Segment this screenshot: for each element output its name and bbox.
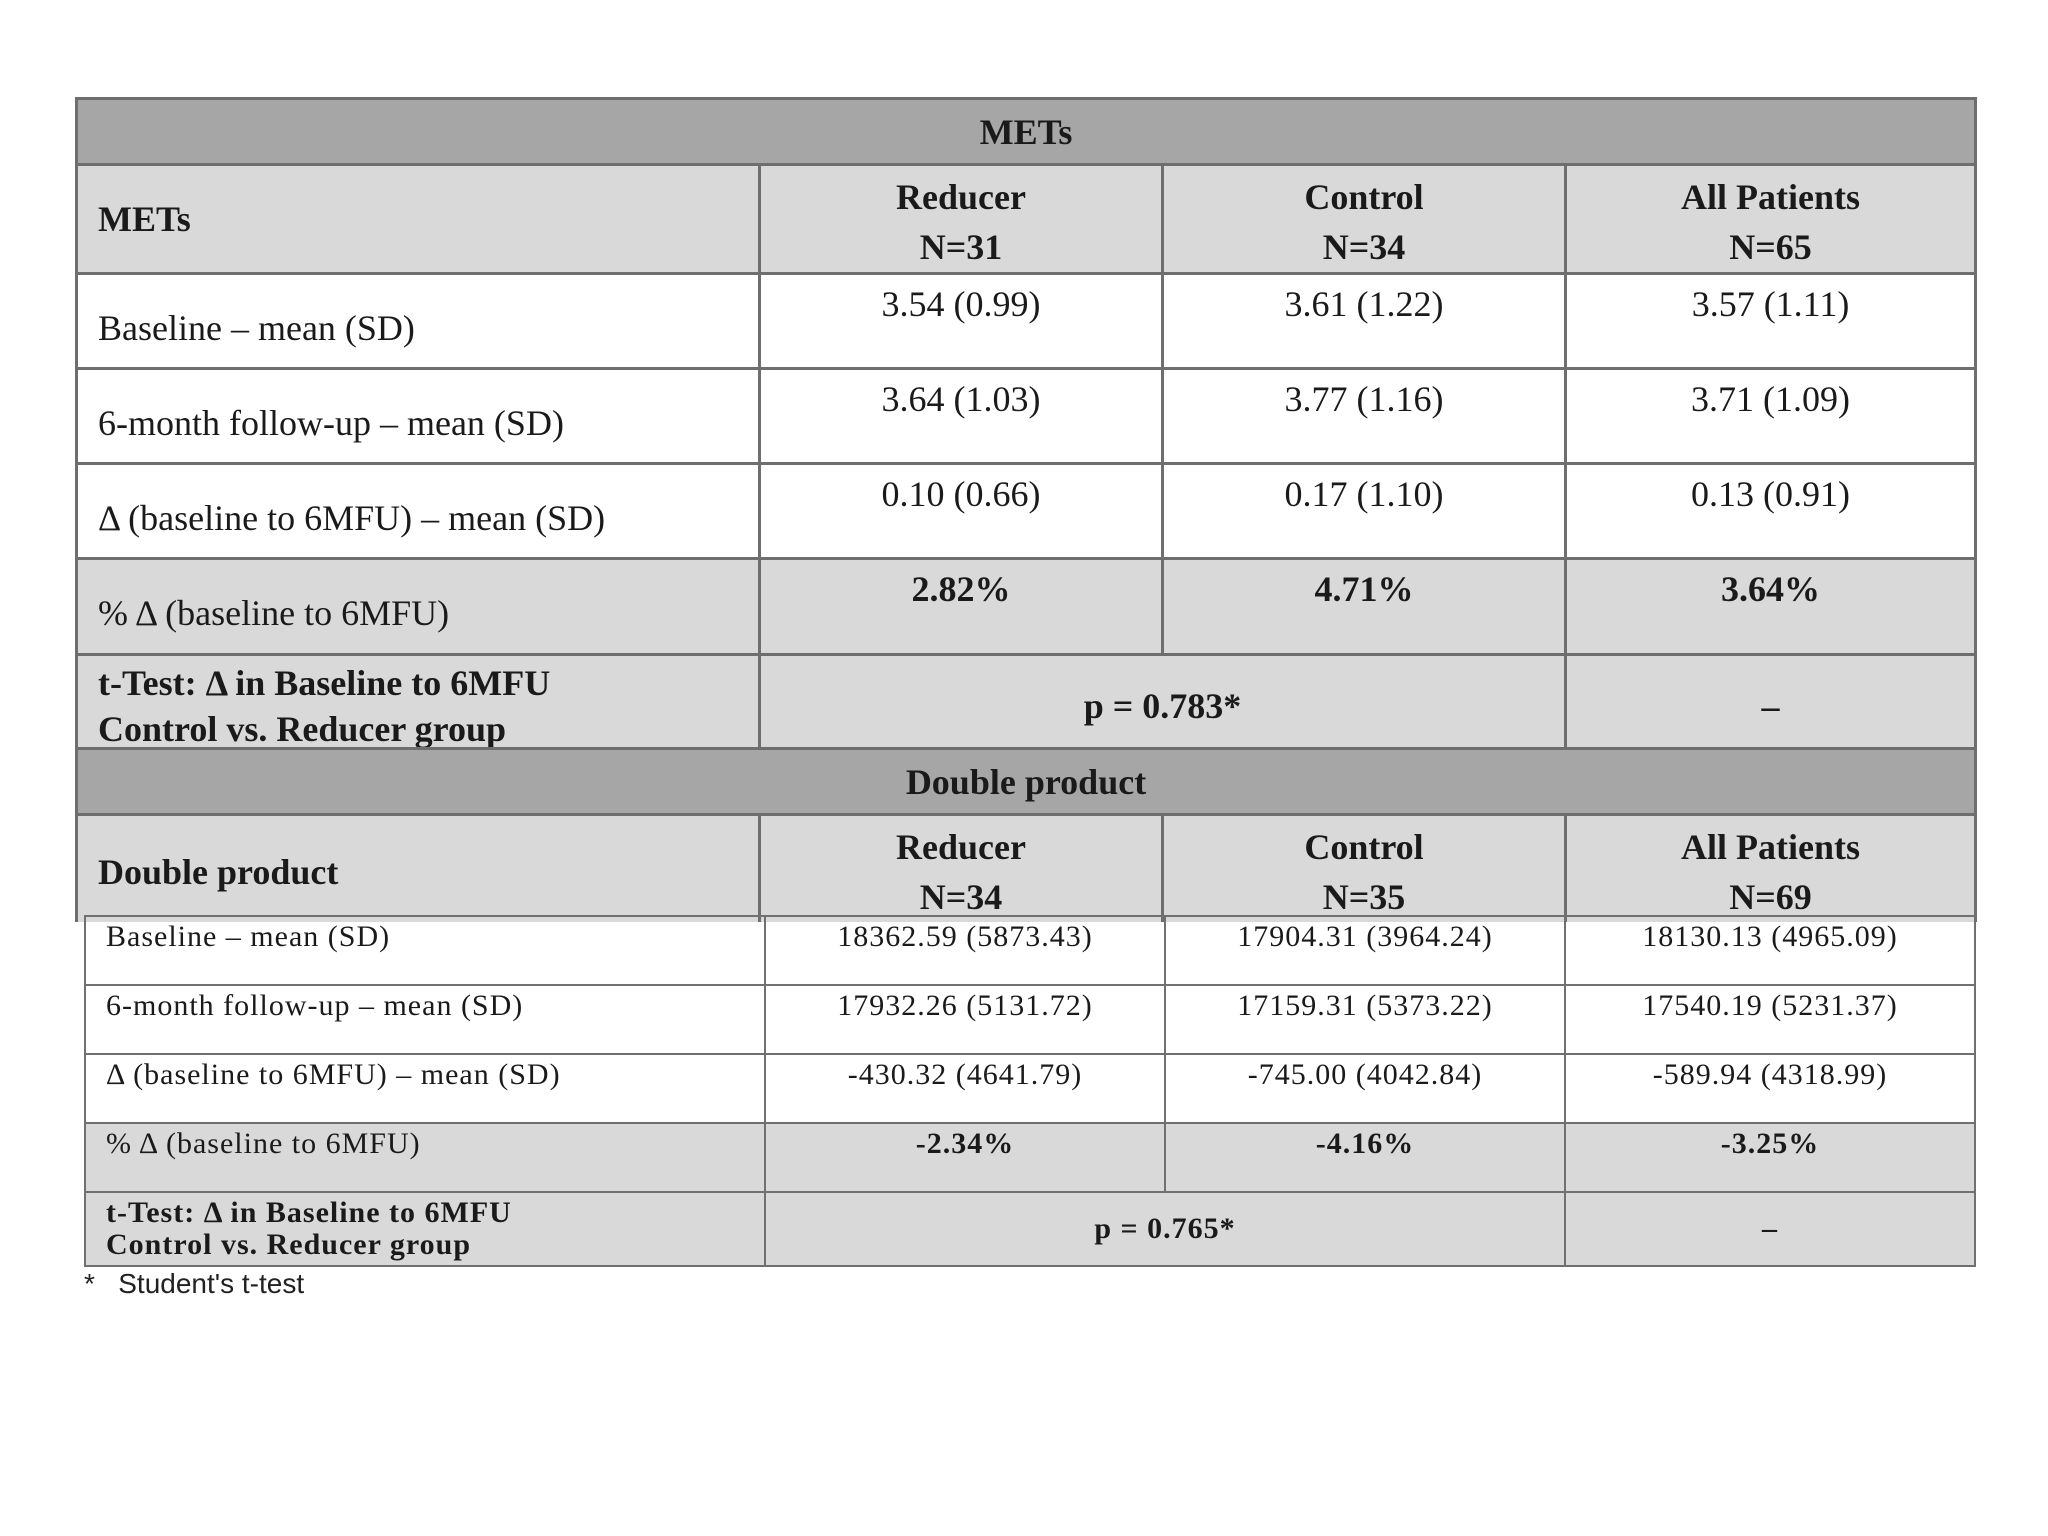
- table-row-percent: [77, 559, 1976, 655]
- row-label: % Δ (baseline to 6MFU): [77, 559, 760, 655]
- dp-header-label: Double product: [77, 815, 760, 923]
- cell-all: 18130.13 (4965.09): [1565, 916, 1975, 985]
- cell-control: -4.16%: [1165, 1123, 1565, 1192]
- cell-reducer: -430.32 (4641.79): [765, 1054, 1165, 1123]
- ttest-row: [85, 1192, 1975, 1266]
- cell-all: 3.57 (1.11): [1566, 274, 1976, 369]
- row-label: 6-month follow-up – mean (SD): [85, 985, 765, 1054]
- dp-banner: Double product: [77, 749, 1976, 815]
- ttest-label-line2: Control vs. Reducer group: [106, 1228, 472, 1261]
- ttest-label: [85, 1192, 765, 1266]
- ttest-p-value: p = 0.783*: [760, 655, 1566, 757]
- cell-all: -3.25%: [1565, 1123, 1975, 1192]
- mets-header-label: METs: [77, 165, 760, 274]
- column-name: Control: [1304, 827, 1424, 867]
- cell-all: 3.71 (1.09): [1566, 369, 1976, 464]
- mets-header-control: [1163, 165, 1566, 274]
- cell-control: 3.61 (1.22): [1163, 274, 1566, 369]
- column-n: N=69: [1729, 877, 1812, 917]
- cell-all: -589.94 (4318.99): [1565, 1054, 1975, 1123]
- cell-control: -745.00 (4042.84): [1165, 1054, 1565, 1123]
- cell-reducer: 0.10 (0.66): [760, 464, 1163, 559]
- double-product-data-table: [84, 915, 1976, 1267]
- ttest-p-value: p = 0.765*: [765, 1192, 1565, 1266]
- mets-banner-row: [77, 99, 1976, 165]
- table-row: [77, 274, 1976, 369]
- cell-control: 3.77 (1.16): [1163, 369, 1566, 464]
- cell-control: 0.17 (1.10): [1163, 464, 1566, 559]
- column-n: N=35: [1322, 877, 1406, 917]
- ttest-all: –: [1565, 1192, 1975, 1266]
- dp-banner-row: [77, 749, 1976, 815]
- row-label: Baseline – mean (SD): [77, 274, 760, 369]
- column-name: Reducer: [896, 177, 1026, 217]
- dp-header-all: [1566, 815, 1976, 923]
- mets-table: [75, 97, 1977, 758]
- ttest-label: [77, 655, 760, 757]
- cell-all: 0.13 (0.91): [1566, 464, 1976, 559]
- cell-control: 17904.31 (3964.24): [1165, 916, 1565, 985]
- table-row: [85, 985, 1975, 1054]
- ttest-all: –: [1566, 655, 1976, 757]
- ttest-label-line1: t-Test: Δ in Baseline to 6MFU: [106, 1196, 512, 1229]
- footnote: * Student's t-test: [84, 1268, 305, 1299]
- mets-banner: METs: [77, 99, 1976, 165]
- ttest-label-line2: Control vs. Reducer group: [98, 708, 507, 749]
- cell-reducer: 3.64 (1.03): [760, 369, 1163, 464]
- cell-control: 4.71%: [1163, 559, 1566, 655]
- cell-reducer: 18362.59 (5873.43): [765, 916, 1165, 985]
- row-label: % Δ (baseline to 6MFU): [85, 1123, 765, 1192]
- cell-reducer: -2.34%: [765, 1123, 1165, 1192]
- cell-reducer: 3.54 (0.99): [760, 274, 1163, 369]
- row-label: Δ (baseline to 6MFU) – mean (SD): [85, 1054, 765, 1123]
- double-product-header-table: [75, 747, 1977, 922]
- column-n: N=65: [1729, 227, 1812, 267]
- table-row-percent: [85, 1123, 1975, 1192]
- cell-all: 17540.19 (5231.37): [1565, 985, 1975, 1054]
- row-label: 6-month follow-up – mean (SD): [77, 369, 760, 464]
- column-name: All Patients: [1681, 827, 1860, 867]
- dp-header-row: [77, 815, 1976, 923]
- row-label: Δ (baseline to 6MFU) – mean (SD): [77, 464, 760, 559]
- column-n: N=34: [919, 877, 1003, 917]
- column-n: N=34: [1322, 227, 1406, 267]
- mets-header-reducer: [760, 165, 1163, 274]
- table-row: [77, 464, 1976, 559]
- ttest-row: [77, 655, 1976, 757]
- dp-header-reducer: [760, 815, 1163, 923]
- mets-header-row: [77, 165, 1976, 274]
- row-label: Baseline – mean (SD): [85, 916, 765, 985]
- cell-reducer: 17932.26 (5131.72): [765, 985, 1165, 1054]
- mets-header-all: [1566, 165, 1976, 274]
- table-row: [77, 369, 1976, 464]
- column-n: N=31: [919, 227, 1003, 267]
- cell-control: 17159.31 (5373.22): [1165, 985, 1565, 1054]
- cell-reducer: 2.82%: [760, 559, 1163, 655]
- table-row: [85, 1054, 1975, 1123]
- dp-header-control: [1163, 815, 1566, 923]
- ttest-label-line1: t-Test: Δ in Baseline to 6MFU: [98, 662, 551, 703]
- column-name: Control: [1304, 177, 1424, 217]
- table-row: [85, 916, 1975, 985]
- cell-all: 3.64%: [1566, 559, 1976, 655]
- column-name: All Patients: [1681, 177, 1860, 217]
- column-name: Reducer: [896, 827, 1026, 867]
